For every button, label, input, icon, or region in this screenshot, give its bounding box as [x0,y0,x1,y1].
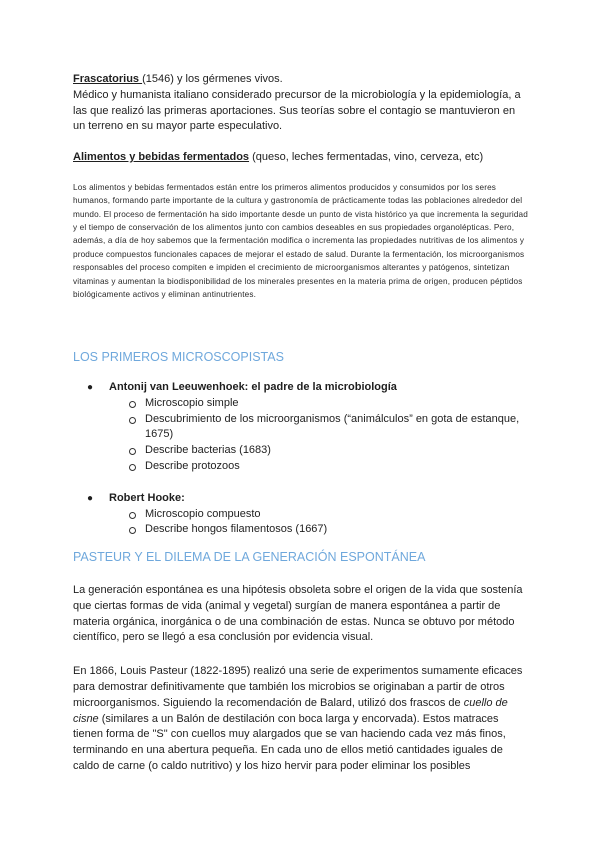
pasteur-paragraph-2-part-b: (similares a un Balón de destilación con boca larga y encorvada). Estos matraces tienen forma de "S" con cuellos muy alargados que se van haciendo cada vez más finos, terminando en una abertura pequeña. En cada uno de ellos metió cantidades iguales de caldo de carne (o caldo nutritivo) y los hizo hervir para poder eliminar los posibles [73,712,506,772]
sublist-item-text: Microscopio simple [145,396,239,409]
pasteur-paragraph-2 [73,664,529,775]
sublist-item-text: Describe hongos filamentosos (1667) [145,523,328,536]
circle-bullet-icon [129,527,136,534]
list-item-leeuwenhoek [73,380,529,475]
sublist-item-text: Describe bacterias (1683) [145,444,271,457]
fermented-body: Los alimentos y bebidas fermentados están entre los primeros alimentos producidos y consumidos por los seres humanos, formando parte importante de la cultura y gastronomía de prácticamente todas las poblaciones alrededor del mundo. El proceso de fermentación ha sido importante desde un punto de vista histórico ya que incrementa la seguridad y el tiempo de conservación de los alimentos junto con cambios deseables en sus propiedades organolépticas. Pero, además, a día de hoy sabemos que la fermentación modifica o incrementa las propiedades nutritivas de los alimentos y produce compuestos funcionales capaces de mejorar el estado de salud. Durante la fermentación, los microorganismos responsables del proceso compiten e impiden el crecimiento de microorganismos alterantes y patógenos, sintetizan vitaminas y aumentan la biodisponibilidad de los minerales presentes en la materia prima de origen, producen péptidos biológicamente activos y eliminan antinutrientes. [73,182,528,300]
sublist [109,507,529,539]
sublist-item [109,459,529,475]
sublist-item [109,443,529,459]
pasteur-paragraph-2-part-a: En 1866, Louis Pasteur (1822-1895) realizó una serie de experimentos sumamente eficaces para demostrar definitivamente que también los microbios se originaban a partir de otros microorganismos. Siguiendo la recomendación de Balard, utilizó dos frascos de [73,665,523,709]
sublist-item [109,507,529,523]
sublist-item [109,522,529,538]
fermented-title: Alimentos y bebidas fermentados [73,151,250,163]
list-item-label: Antonij van Leeuwenhoek: el padre de la microbiología [109,381,397,393]
pasteur-paragraph-2-italic: cuello de cisne [73,696,508,725]
sublist-item-text: Microscopio compuesto [145,507,261,520]
list-item-hooke [73,491,529,538]
microscopists-section [73,349,529,538]
sublist-item [109,396,529,412]
pasteur-paragraph-1: La generación espontánea es una hipótesis obsoleta sobre el origen de la vida que sostenía que ciertas formas de vida (animal y vegetal) surgían de manera espontánea a partir de materia orgánica, inorgánica o de una combinación de estas. Nunca se obtuvo por método científico, pero se llegó a esa conclusión por evidencia visual. [73,584,523,644]
circle-bullet-icon [129,448,136,455]
microscopists-heading: LOS PRIMEROS MICROSCOPISTAS [73,350,284,364]
microscopists-list [73,380,529,538]
fermented-title-rest: (queso, leches fermentadas, vino, cerveza, etc) [249,151,484,163]
sublist-item-text: Describe protozoos [145,459,240,472]
circle-bullet-icon [129,464,136,471]
bullet-icon: ● [87,492,94,504]
frascatorius-body: Médico y humanista italiano considerado precursor de la microbiología y la epidemiología, a las que realizó las primeras aportaciones. Sus teorías sobre el contagio se mantuvieron en un terreno en su mayor parte especulativo. [73,88,521,133]
circle-bullet-icon [129,512,136,519]
sublist-item [109,412,529,444]
frascatorius-title-line [73,72,529,88]
fermented-section [73,150,529,301]
fermented-title-line [73,150,529,166]
sublist [109,396,529,475]
pasteur-heading: PASTEUR Y EL DILEMA DE LA GENERACIÓN ESPONTÁNEA [73,550,426,564]
frascatorius-title-rest: (1546) y los gérmenes vivos. [142,73,283,85]
circle-bullet-icon [129,417,136,424]
frascatorius-section [73,72,529,135]
circle-bullet-icon [129,401,136,408]
frascatorius-title: Frascatorius [73,73,143,85]
bullet-icon: ● [87,382,94,393]
pasteur-section [73,549,529,775]
list-item-label: Robert Hooke: [109,491,185,504]
sublist-item-text: Descubrimiento de los microorganismos (“animálculos” en gota de estanque, 1675) [145,412,520,441]
